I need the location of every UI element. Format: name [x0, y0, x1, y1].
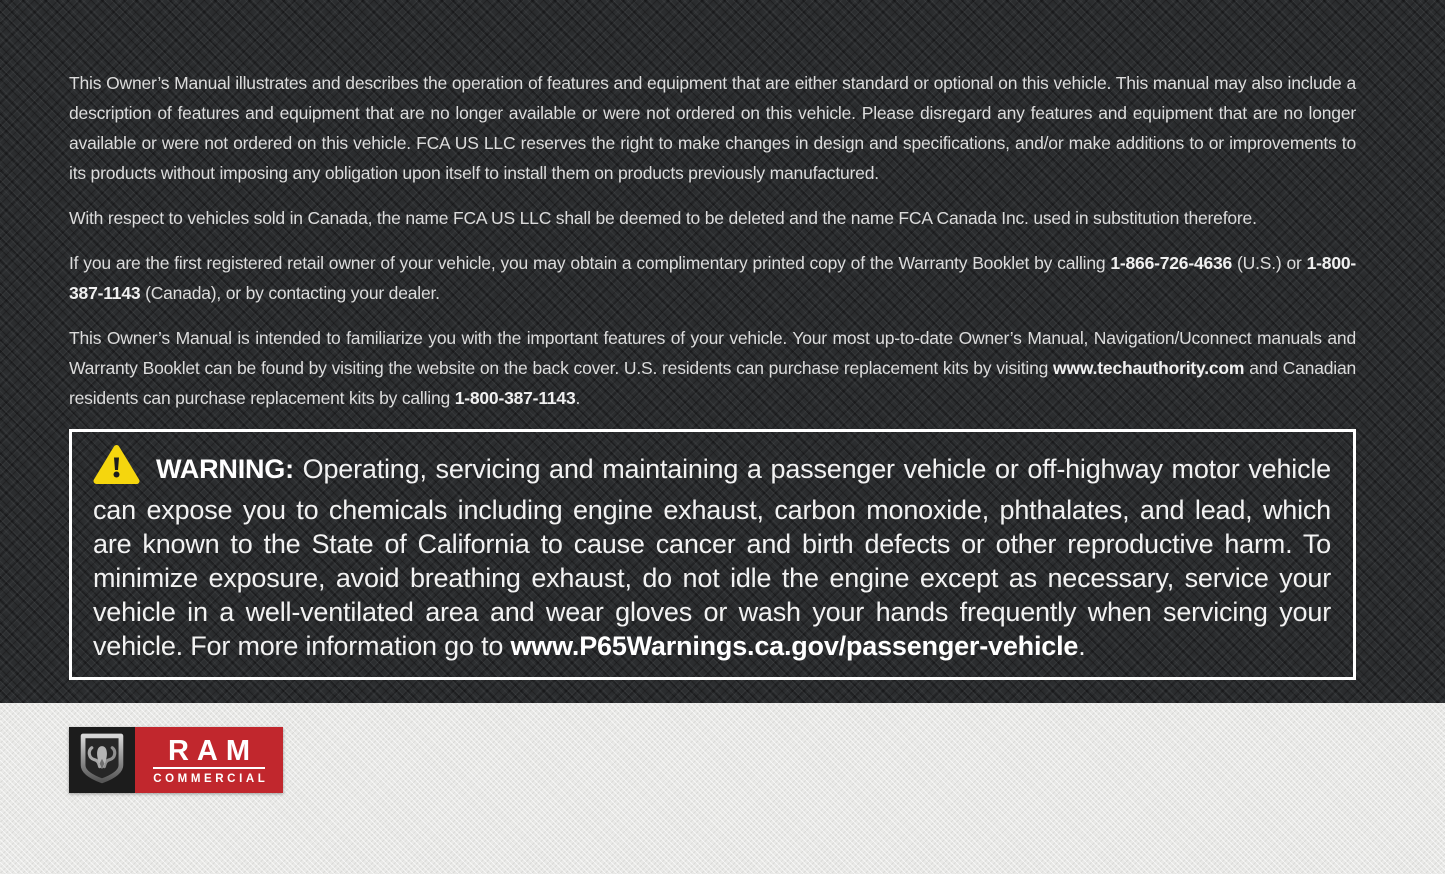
canada-notice-paragraph — [69, 203, 1356, 233]
kits-text-lead: This Owner’s Manual is intended to familiarize you with the important features of your vehicle. Your most up-to-date Owner’s Manual, Navigation/Uconnect manuals and Warranty Booklet can be found by visiting the website on the back cover. U.S. residents can purchase replacement kits by visiting — [69, 328, 1356, 378]
p65-url: www.P65Warnings.ca.gov/passenger-vehicle — [510, 631, 1079, 661]
warranty-text-tail: (Canada), or by contacting your dealer. — [140, 283, 440, 303]
warranty-booklet-paragraph — [69, 248, 1356, 308]
warning-body-text: Operating, servicing and maintaining a passenger vehicle or off-highway motor vehicle can expose you to chemicals including engine exhaust, carbon monoxide, phthalates, and lead, which are known to the State of California to cause cancer and birth defects or other reproductive harm. To minimize exposure, avoid breathing exhaust, do not idle the engine except as necessary, service your vehicle in a well-ventilated area and wear gloves or wash your hands frequently when servicing your vehicle. For more information go to — [93, 454, 1331, 661]
intro-paragraph-features-text: This Owner’s Manual illustrates and describes the operation of features and equipment that are either standard or optional on this vehicle. This manual may also include a description of features and equipment that are no longer available or were not ordered on this vehicle. Please disregard any features and equipment that are no longer available or were not ordered on this vehicle. FCA US LLC reserves the right to make changes in design and specifications, and/or make additions to or improvements to its products without imposing any obligation upon itself to install them on products previously manufactured. — [69, 73, 1356, 183]
ram-wordmark-panel — [135, 727, 283, 793]
techauthority-url: www.techauthority.com — [1053, 358, 1245, 378]
warranty-text-mid: (U.S.) or — [1232, 253, 1307, 273]
warning-label: WARNING: — [156, 454, 294, 484]
kits-text-mid: and Canadian residents can purchase replacement kits by calling — [69, 358, 1357, 408]
ram-badge-panel — [69, 727, 135, 793]
footer-light-section — [0, 703, 1445, 874]
ram-badge-icon — [78, 732, 126, 789]
ram-commercial-logo — [69, 727, 283, 793]
kits-text-period: . — [575, 388, 581, 408]
ram-wordmark: RAM — [167, 735, 259, 767]
warning-triangle-icon — [93, 444, 140, 493]
canada-notice-text: With respect to vehicles sold in Canada, the name FCA US LLC shall be deemed to be deleted and the name FCA Canada Inc. used in substitution therefore. — [69, 208, 1257, 228]
kits-canada-phone-number: 1-800-387-1143 — [454, 388, 576, 408]
california-p65-warning-box — [69, 429, 1356, 680]
replacement-kits-paragraph — [69, 323, 1356, 413]
intro-paragraph-features — [69, 68, 1356, 188]
logo-divider-rule — [153, 767, 265, 769]
commercial-label: COMMERCIAL — [153, 773, 269, 785]
us-phone-number: 1-866-726-4636 — [1110, 253, 1233, 273]
canada-phone-number: 1-800-387-1143 — [69, 253, 1357, 303]
warranty-text-lead: If you are the first registered retail owner of your vehicle, you may obtain a complimentary printed copy of the Warranty Booklet by calling — [69, 253, 1111, 273]
warning-end-period: . — [1078, 631, 1086, 661]
